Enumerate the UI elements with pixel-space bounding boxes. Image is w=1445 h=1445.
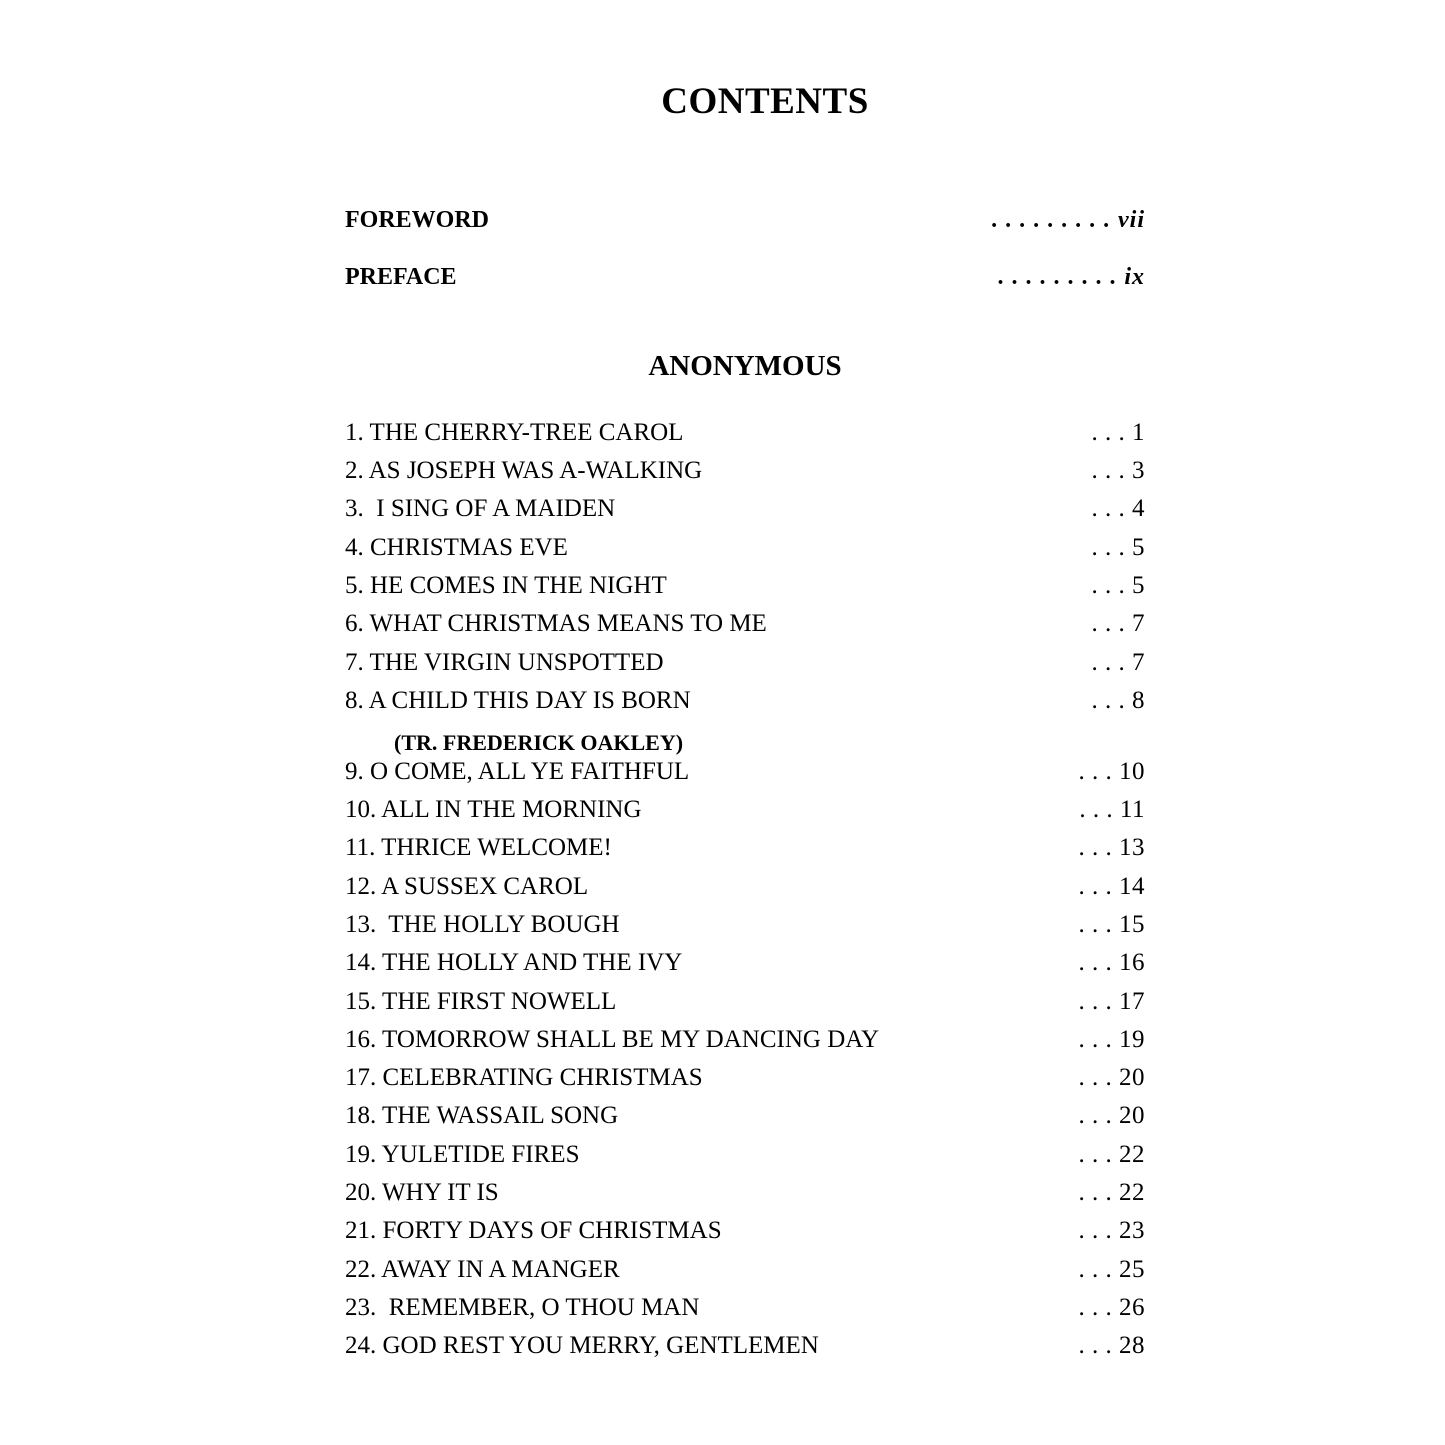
- entry-page: . . . 22: [1078, 1141, 1145, 1168]
- entry-page: . . . 1: [1091, 419, 1145, 446]
- toc-front-preface[interactable]: [345, 260, 1145, 294]
- entry-title: 13. THE HOLLY BOUGH: [345, 911, 620, 938]
- toc-entry[interactable]: [345, 794, 1145, 826]
- entry-title: 7. THE VIRGIN UNSPOTTED: [345, 649, 664, 676]
- toc-entry[interactable]: [345, 608, 1145, 640]
- entry-page: . . . 11: [1079, 796, 1145, 823]
- front-page: . . . . . . . . . vii: [992, 206, 1145, 233]
- entry-title: 11. THRICE WELCOME!: [345, 834, 612, 861]
- entry-page: . . . 15: [1078, 911, 1145, 938]
- entry-page: . . . 16: [1078, 949, 1145, 976]
- entry-page: . . . 22: [1078, 1179, 1145, 1206]
- entry-title: 16. TOMORROW SHALL BE MY DANCING DAY: [345, 1026, 880, 1053]
- entry-title: 4. CHRISTMAS EVE: [345, 534, 568, 561]
- toc-entry[interactable]: [345, 1254, 1145, 1286]
- entry-title: 24. GOD REST YOU MERRY, GENTLEMEN: [345, 1332, 819, 1359]
- entry-title: 17. CELEBRATING CHRISTMAS: [345, 1064, 703, 1091]
- toc-entry[interactable]: [345, 756, 1145, 788]
- entry-title: 3. I SING OF A MAIDEN: [345, 495, 616, 522]
- entry-page: . . . 20: [1078, 1064, 1145, 1091]
- entry-page: . . . 23: [1078, 1217, 1145, 1244]
- toc-entry[interactable]: [345, 1024, 1145, 1056]
- toc-entry[interactable]: [345, 871, 1145, 903]
- front-page: . . . . . . . . . ix: [998, 263, 1145, 290]
- toc-entry[interactable]: [345, 493, 1145, 525]
- entry-title: 22. AWAY IN A MANGER: [345, 1256, 620, 1283]
- entry-title: 2. AS JOSEPH WAS A-WALKING: [345, 457, 703, 484]
- entry-title: 19. YULETIDE FIRES: [345, 1141, 580, 1168]
- toc-entry[interactable]: [345, 1139, 1145, 1171]
- toc-entry[interactable]: [345, 986, 1145, 1018]
- toc-entry[interactable]: [345, 947, 1145, 979]
- toc-entry[interactable]: [345, 685, 1145, 717]
- entry-page: . . . 19: [1078, 1026, 1145, 1053]
- entry-page: . . . 7: [1091, 610, 1145, 637]
- entry-title: 14. THE HOLLY AND THE IVY: [345, 949, 683, 976]
- toc-front-foreword[interactable]: [345, 203, 1145, 237]
- toc-entry[interactable]: [345, 1330, 1145, 1362]
- entry-title: 6. WHAT CHRISTMAS MEANS TO ME: [345, 610, 767, 637]
- toc-entry[interactable]: [345, 455, 1145, 487]
- entry-page: . . . 14: [1078, 873, 1145, 900]
- entry-title: 18. THE WASSAIL SONG: [345, 1102, 619, 1129]
- entry-title: 12. A SUSSEX CAROL: [345, 873, 589, 900]
- toc-entry[interactable]: [345, 647, 1145, 679]
- entry-page: . . . 3: [1091, 457, 1145, 484]
- toc-entry[interactable]: [345, 1177, 1145, 1209]
- entry-title: 15. THE FIRST NOWELL: [345, 988, 617, 1015]
- entry-page: . . . 20: [1078, 1102, 1145, 1129]
- entry-page: . . . 8: [1091, 687, 1145, 714]
- toc-entry[interactable]: [345, 832, 1145, 864]
- toc-entry[interactable]: [345, 1100, 1145, 1132]
- entry-title: 23. REMEMBER, O THOU MAN: [345, 1294, 700, 1321]
- toc-entry[interactable]: [345, 417, 1145, 449]
- entry-page: . . . 26: [1078, 1294, 1145, 1321]
- entry-page: . . . 7: [1091, 649, 1145, 676]
- entry-page: . . . 5: [1091, 534, 1145, 561]
- toc-entry[interactable]: [345, 909, 1145, 941]
- front-label: FOREWORD: [345, 206, 489, 233]
- page-title: CONTENTS: [661, 81, 869, 122]
- entry-title: 5. HE COMES IN THE NIGHT: [345, 572, 667, 599]
- toc-entry[interactable]: [345, 1215, 1145, 1247]
- entry-page: . . . 13: [1078, 834, 1145, 861]
- entry-page: . . . 17: [1078, 988, 1145, 1015]
- entry-page: . . . 10: [1078, 758, 1145, 785]
- entry-title: 1. THE CHERRY-TREE CAROL: [345, 419, 684, 446]
- entry-title: 9. O COME, ALL YE FAITHFUL: [345, 758, 690, 785]
- entry-title: 8. A CHILD THIS DAY IS BORN: [345, 687, 691, 714]
- entry-page: . . . 25: [1078, 1256, 1145, 1283]
- entry-title: 21. FORTY DAYS OF CHRISTMAS: [345, 1217, 722, 1244]
- toc-entry[interactable]: [345, 1062, 1145, 1094]
- toc-entry[interactable]: [345, 532, 1145, 564]
- entry-page: . . . 28: [1078, 1332, 1145, 1359]
- translator-note: (TR. FREDERICK OAKLEY): [394, 730, 684, 755]
- section-heading: ANONYMOUS: [648, 350, 842, 382]
- entry-page: . . . 5: [1091, 572, 1145, 599]
- toc-entry[interactable]: [345, 1292, 1145, 1324]
- entry-page: . . . 4: [1091, 495, 1145, 522]
- entry-title: 10. ALL IN THE MORNING: [345, 796, 642, 823]
- front-label: PREFACE: [345, 263, 457, 290]
- toc-entry[interactable]: [345, 570, 1145, 602]
- entry-title: 20. WHY IT IS: [345, 1179, 499, 1206]
